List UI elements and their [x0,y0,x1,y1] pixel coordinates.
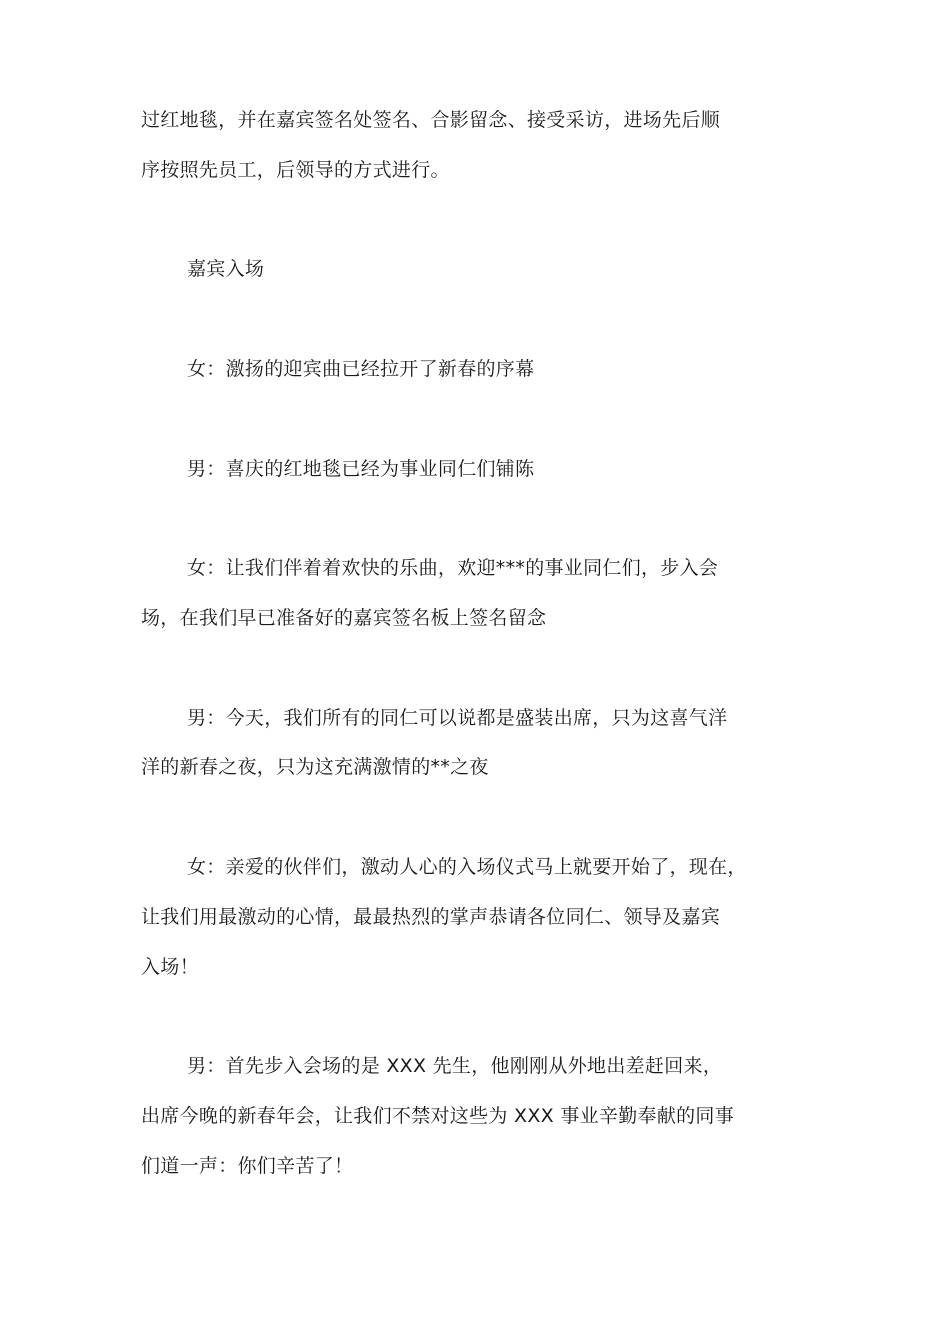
dialogue-male-2-line-1: 男：今天，我们所有的同仁可以说都是盛装出席，只为这喜气洋 [187,707,728,729]
dialogue-male-1: 男：喜庆的红地毯已经为事业同仁们铺陈 [187,458,535,480]
intro-line-1: 过红地毯，并在嘉宾签名处签名、合影留念、接受采访，进场先后顺 [141,109,721,131]
dialogue-female-2-line-2: 场，在我们早已准备好的嘉宾签名板上签名留念 [141,607,547,629]
dialogue-female-1: 女：激扬的迎宾曲已经拉开了新春的序幕 [187,358,535,380]
dialogue-female-3-line-1: 女：亲爱的伙伴们，激动人心的入场仪式马上就要开始了，现在， [187,856,747,878]
dialogue-female-2-line-1: 女：让我们伴着着欢快的乐曲，欢迎***的事业同仁们，步入会 [187,557,719,579]
intro-line-2: 序按照先员工，后领导的方式进行。 [141,159,450,181]
dialogue-male-3-line-3: 们道一声：你们辛苦了！ [141,1155,354,1177]
dialogue-female-3-line-3: 入场！ [141,956,199,978]
section-heading: 嘉宾入场 [187,258,265,280]
dialogue-female-3-line-2: 让我们用最激动的心情，最最热烈的掌声恭请各位同仁、领导及嘉宾 [141,906,721,928]
dialogue-male-3-line-1: 男：首先步入会场的是 XXX 先生，他刚刚从外地出差赶回来， [187,1055,723,1077]
dialogue-male-3-line-2: 出席今晚的新春年会，让我们不禁对这些为 XXX 事业辛勤奉献的同事 [141,1105,735,1127]
dialogue-male-2-line-2: 洋的新春之夜，只为这充满激情的**之夜 [141,756,489,778]
